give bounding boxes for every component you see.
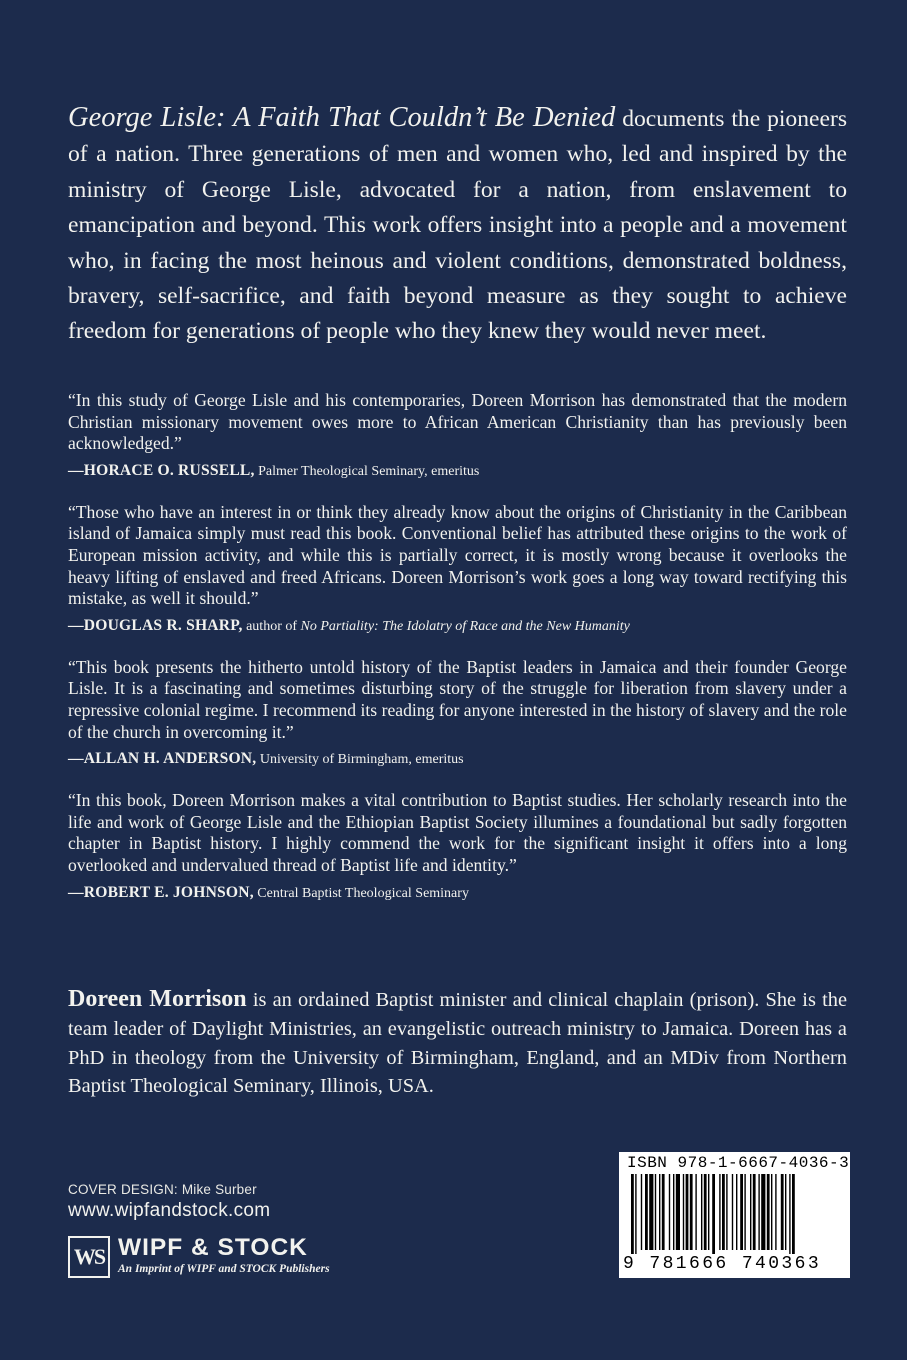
endorsement-quote: “Those who have an interest in or think they already know about the origins of Christianity in the Caribbean island of Jamaica simply must read this book. Conventional belief has attributed these origins to the work of European mission activity, and while this is partially correct, it is mostly wrong because it overlooks the heavy lifting of enslaved and freed Africans. Doreen Morrison’s work goes a long way toward rectifying this mistake, as well it should.” xyxy=(68,501,847,609)
endorsement xyxy=(68,502,847,636)
endorser-affiliation: Central Baptist Theological Seminary xyxy=(253,885,469,901)
author-bio xyxy=(68,985,847,1101)
endorsement-attribution xyxy=(68,617,847,636)
barcode-bar xyxy=(771,1174,772,1250)
barcode-bar xyxy=(726,1174,727,1250)
endorsement-attribution xyxy=(68,462,847,481)
barcode-bar xyxy=(750,1174,751,1250)
endorsement-quote: “In this book, Doreen Morrison makes a vital contribution to Baptist studies. Her scholarly research into the life and work of George Lisle and the Ethiopian Baptist Society illumines a foundational but sadly forgotten chapter in Baptist history. I highly commend the work for the significant insight it offers into a long overlooked and undervalued thread of Baptist life and identity.” xyxy=(68,790,847,875)
barcode-bar xyxy=(708,1174,709,1250)
author-name: Doreen Morrison xyxy=(68,986,247,1012)
author-bio-text: is an ordained Baptist minister and clinical chaplain (prison). She is the team leader of Daylight Ministries, an evangelistic outreach ministry to Jamaica. Doreen has a PhD in theology from the University of Birmingham, England, and an MDiv from Northern Baptist Theological Seminary, Illinois, USA. xyxy=(68,989,848,1098)
barcode-bar xyxy=(662,1174,665,1250)
barcode-bar xyxy=(740,1174,743,1250)
credits xyxy=(68,1182,270,1222)
barcode-bar xyxy=(645,1174,648,1250)
barcode-bar xyxy=(641,1174,642,1250)
endorser-affiliation: author of xyxy=(242,618,301,634)
barcode-digits: 9 781666 740363 xyxy=(623,1254,822,1274)
endorser-affiliation: University of Birmingham, emeritus xyxy=(256,752,464,768)
barcode-bar xyxy=(690,1174,693,1250)
endorser-affiliation: Palmer Theological Seminary, emeritus xyxy=(254,463,480,479)
barcode-bar xyxy=(719,1174,720,1250)
publisher-logo-block xyxy=(68,1236,388,1280)
intro-paragraph xyxy=(68,100,847,350)
barcode-bar xyxy=(669,1174,670,1250)
barcode-bar xyxy=(631,1174,634,1254)
endorsement-attribution xyxy=(68,750,847,769)
endorsement xyxy=(68,657,847,769)
barcode-bar xyxy=(704,1174,707,1250)
barcode-bar xyxy=(701,1174,702,1250)
barcode-bar xyxy=(722,1174,725,1250)
endorser-book: No Partiality: The Idolatry of Race and the New Humanity xyxy=(300,618,630,634)
barcode-bar xyxy=(767,1174,770,1250)
barcode-bar xyxy=(789,1174,790,1254)
barcode-bar xyxy=(732,1174,733,1250)
barcode-bar xyxy=(686,1174,689,1250)
barcode-bar xyxy=(695,1174,696,1250)
endorser-name: —DOUGLAS R. SHARP, xyxy=(68,616,243,634)
endorser-name: —ALLAN H. ANDERSON, xyxy=(68,750,257,768)
book-title: George Lisle: A Faith That Couldn’t Be Denied xyxy=(68,102,616,133)
barcode-bar xyxy=(635,1174,636,1254)
barcode-bar xyxy=(792,1174,795,1254)
isbn-barcode xyxy=(619,1152,850,1278)
barcode-bar xyxy=(655,1174,656,1250)
endorser-name: —ROBERT E. JOHNSON, xyxy=(68,883,254,901)
publisher-website: www.wipfandstock.com xyxy=(68,1200,271,1221)
endorsement-quote: “This book presents the hitherto untold history of the Baptist leaders in Jamaica and their founder George Lisle. It is a fascinating and sometimes disturbing story of the struggle for liberation from slavery under a repressive colonial regime. I recommend its reading for anyone interested in the history of slavery and the role of the church in overcoming it.” xyxy=(68,656,847,742)
endorsement xyxy=(68,790,847,902)
endorsements xyxy=(68,390,847,924)
publisher-imprint: An Imprint of WIPF and STOCK Publishers xyxy=(118,1263,330,1275)
barcode-bar xyxy=(676,1174,680,1250)
barcode-bar xyxy=(649,1174,653,1250)
endorsement xyxy=(68,390,847,481)
barcode-bars xyxy=(627,1174,843,1254)
barcode-bar xyxy=(761,1174,765,1250)
barcode-bar xyxy=(775,1174,776,1250)
cover-design-credit: COVER DESIGN: Mike Surber xyxy=(68,1182,257,1197)
endorsement-quote: “In this study of George Lisle and his contemporaries, Doreen Morrison has demonstrated that the modern Christian missionary movement owes more to African American Christianity than has previously been acknowledged.” xyxy=(68,390,847,454)
barcode-bar xyxy=(744,1174,745,1250)
barcode-bar xyxy=(683,1174,684,1250)
isbn-label: ISBN 978-1-6667-4036-3 xyxy=(627,1154,850,1172)
publisher-name: WIPF & STOCK xyxy=(118,1234,308,1261)
barcode-bar xyxy=(712,1174,715,1254)
barcode-bar xyxy=(758,1174,759,1250)
barcode-bar xyxy=(785,1174,786,1250)
endorsement-attribution xyxy=(68,884,847,903)
barcode-bar xyxy=(781,1174,784,1250)
barcode-bar xyxy=(673,1174,674,1250)
barcode-bar xyxy=(736,1174,737,1250)
publisher-logo: WS xyxy=(68,1236,110,1278)
endorser-name: —HORACE O. RUSSELL, xyxy=(68,461,255,479)
barcode-bar xyxy=(753,1174,756,1250)
barcode-bar xyxy=(659,1174,660,1250)
intro-text: documents the pioneers of a nation. Three generations of men and women who, led and inspired by the ministry of George Lisle, advocated for a nation, from enslavement to emancipation and beyond. This work offers insight into a people and a movement who, in facing the most heinous and violent conditions, demonstrated boldness, bravery, self-sacrifice, and faith beyond measure as they sought to achieve freedom for generations of people who they knew they would never meet. xyxy=(68,106,848,345)
